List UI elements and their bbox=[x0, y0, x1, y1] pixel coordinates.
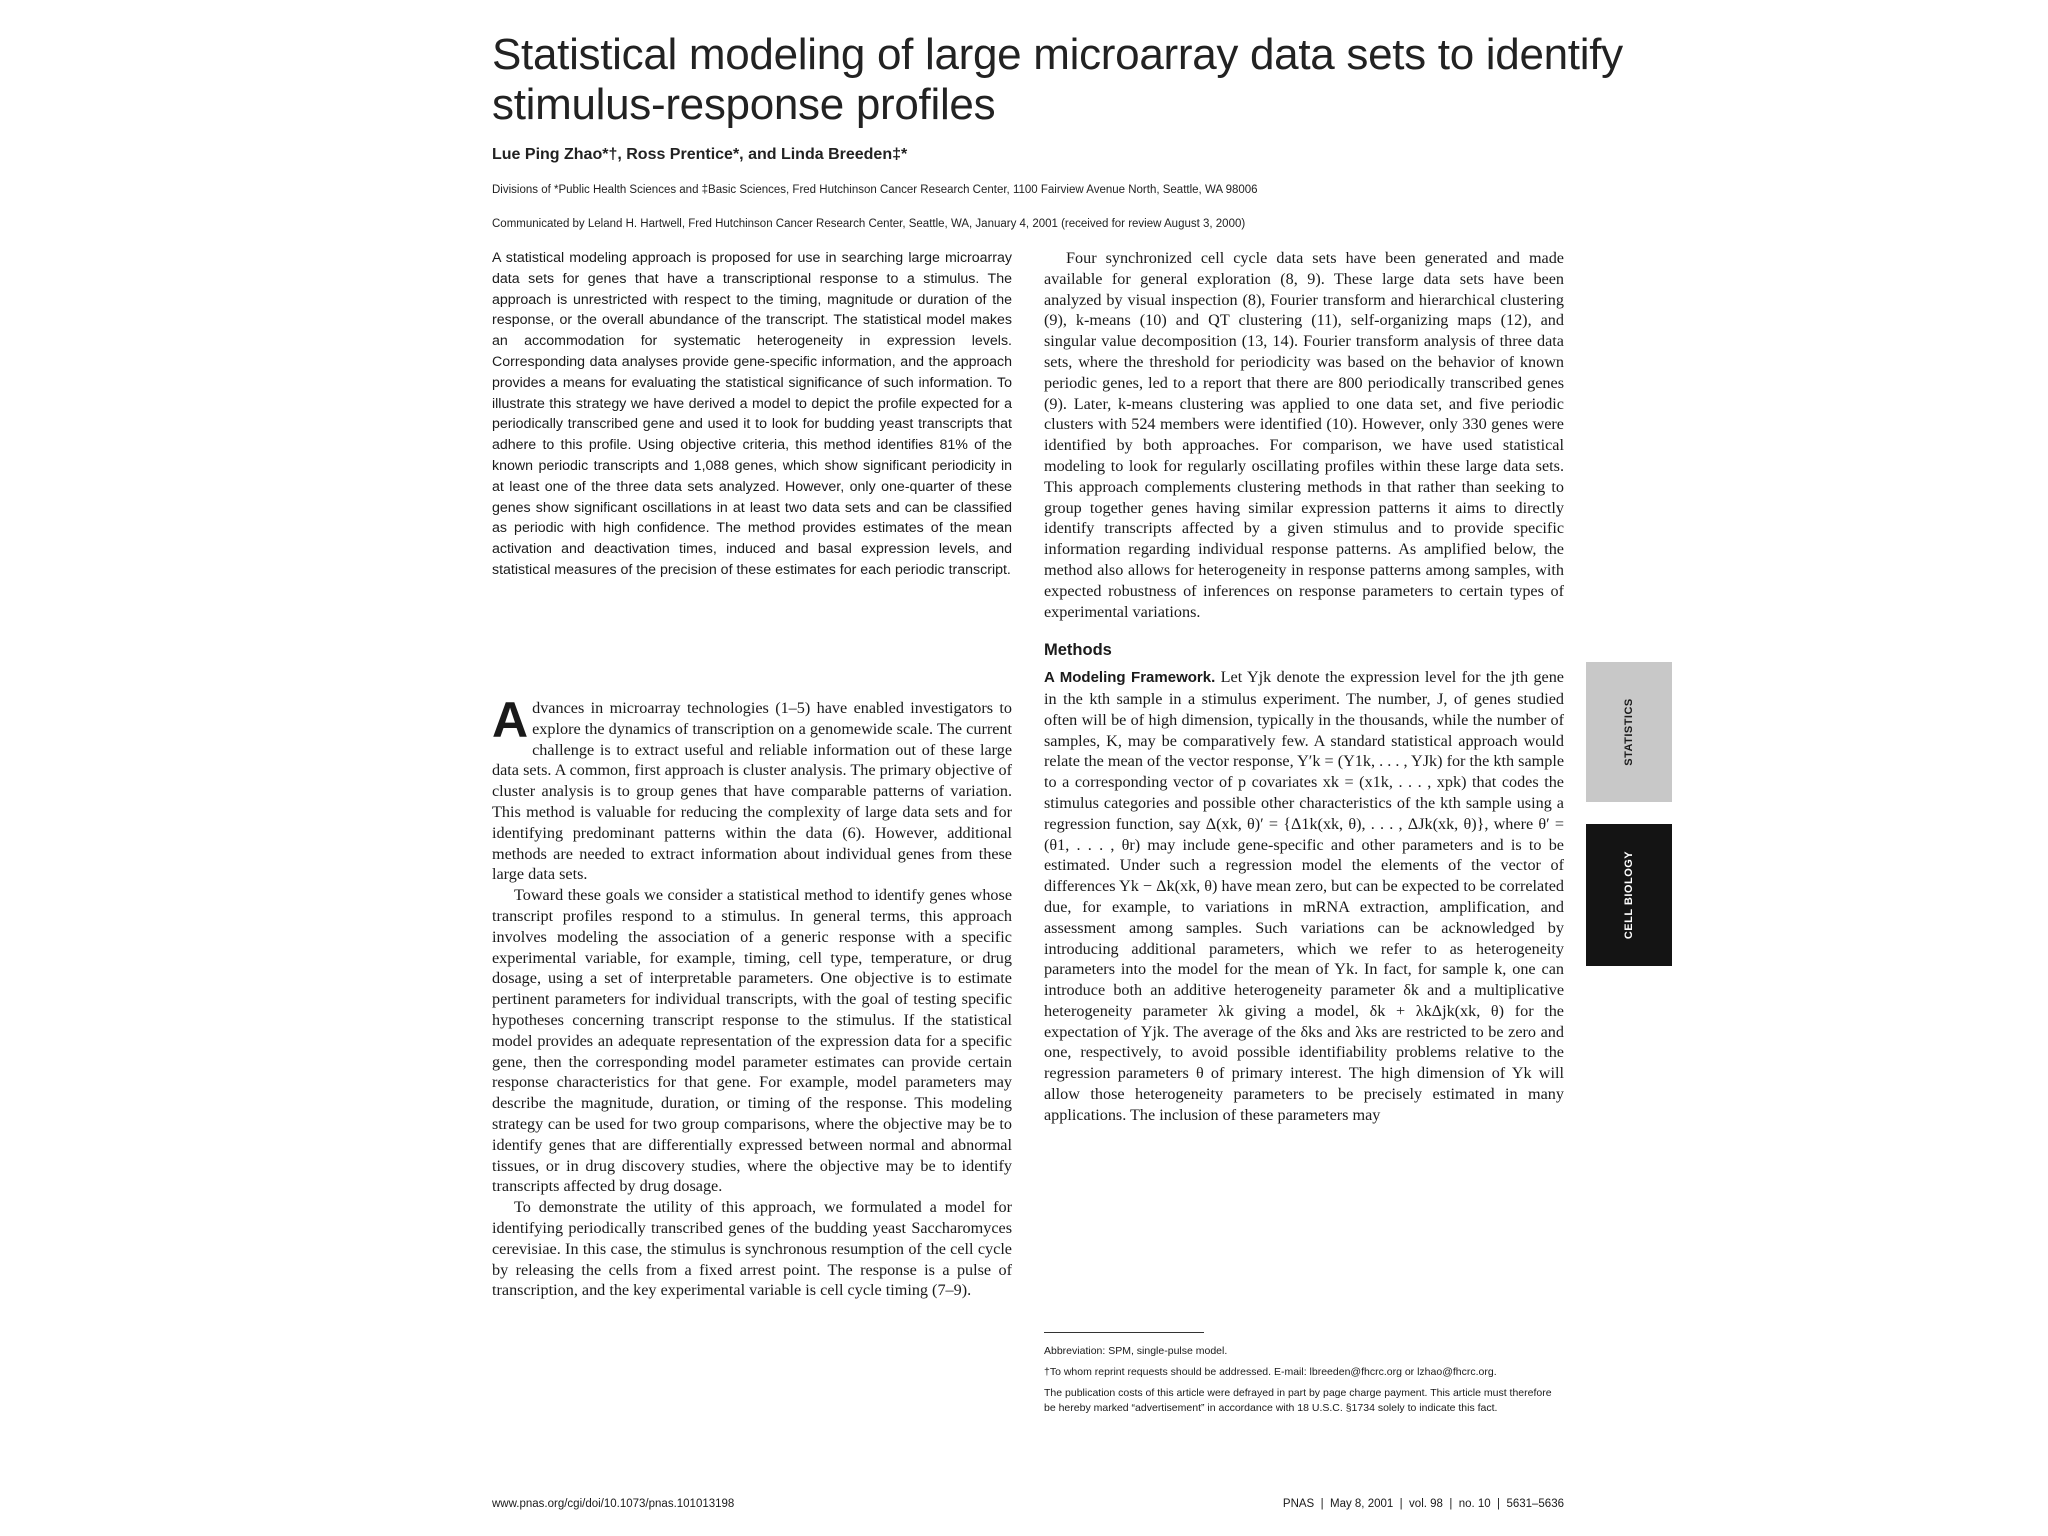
body-column-right bbox=[1044, 248, 1564, 1126]
body-column-left bbox=[492, 692, 1012, 1301]
drop-cap: A bbox=[492, 692, 529, 748]
intro-paragraph-4: Four synchronized cell cycle data sets have been generated and made available for general exploration (8, 9). These large data sets have been analyzed by visual inspection (8), Fourier transform and hierarchical clustering (9), k-means (10) and QT clustering (11), self-organizing maps (12), and singular value decomposition (13, 14). Fourier transform analysis of three data sets, where the threshold for periodicity was based on the behavior of known periodic genes, led to a report that there are 800 periodically transcribed genes (9). Later, k-means clustering was applied to one data set, and five periodic clusters with 524 members were identified (10). However, only 330 genes were identified by both approaches. For comparison, we have used statistical modeling to look for regularly oscillating profiles within these large data sets. This approach complements clustering methods in that rather than seeking to group together genes having similar expression patterns it aims to directly identify transcripts affected by a given stimulus and to provide specific information regarding individual response patterns. As amplified below, the method also allows for heterogeneity in response patterns among samples, with expected robustness of inferences on response parameters to certain types of experimental variations. bbox=[1044, 249, 1564, 621]
section-tab-statistics-label: STATISTICS bbox=[1623, 698, 1635, 766]
intro-paragraph-1-text: dvances in microarray technologies (1–5) have enabled investigators to explore the dynamics of transcription on a genomewide scale. The current challenge is to extract useful and reliable information out of these large data sets. A common, first approach is cluster analysis. The primary objective of cluster analysis is to group genes that have comparable patterns of variation. This method is valuable for reducing the complexity of large data sets and for identifying predominant patterns within the data (6). However, additional methods are needed to extract information about individual genes from these large data sets. bbox=[492, 699, 1012, 884]
section-tab-cell-biology-label: CELL BIOLOGY bbox=[1623, 850, 1635, 940]
methods-paragraph-1 bbox=[1044, 667, 1564, 1126]
section-heading-methods: Methods bbox=[1044, 641, 1112, 660]
communicated-by: Communicated by Leland H. Hartwell, Fred Hutchinson Cancer Research Center, Seattle, WA, January 4, 2001 (received for review August 3, 2000) bbox=[492, 218, 1246, 230]
footnotes bbox=[1044, 1344, 1564, 1422]
subsection-heading: A Modeling Framework. bbox=[1044, 669, 1216, 687]
author-list: Lue Ping Zhao*†, Ross Prentice*, and Linda Breeden‡* bbox=[492, 146, 908, 163]
footer-doi: www.pnas.org/cgi/doi/10.1073/pnas.101013198 bbox=[492, 1498, 735, 1510]
footnote-abbreviation: Abbreviation: SPM, single-pulse model. bbox=[1044, 1345, 1228, 1357]
methods-paragraph-1-text: Let Yjk denote the expression level for the jth gene in the kth sample in a stimulus experiment. The number, J, of genes studied often will be of high dimension, typically in the thousands, while the number of samples, K, may be comparatively few. A standard statistical approach would relate the mean of the vector response, Y′k = (Y1k, . . . , YJk) for the kth sample to a corresponding vector of p covariates xk = (x1k, . . . , xpk) that codes the stimulus categories and possible other characteristics of the kth sample using a regression function, say Δ(xk, θ)′ = {Δ1k(xk, θ), . . . , ΔJk(xk, θ)}, where θ′ = (θ1, . . . , θr) may include gene-specific and other parameters and is to be estimated. Under such a regression model the elements of the vector of differences Yk − Δk(xk, θ) have mean zero, but can be expected to be correlated due, for example, to variations in mRNA extraction, amplification, and assessment among samples. Such variations can be acknowledged by introducing additional parameters, which we refer to as heterogeneity parameters into the model for the mean of Yk. In fact, for sample k, one can introduce both an additive heterogeneity parameter δk and a multiplicative heterogeneity parameter λk giving a model, δk + λkΔjk(xk, θ) for the expectation of Yjk. The average of the δks and λks are restricted to be zero and one, respectively, to avoid possible identifiability problems relative to the regression parameters θ of primary interest. The high dimension of Yk will allow those heterogeneity parameters to be precisely estimated in many applications. The inclusion of these parameters may bbox=[1044, 668, 1564, 1124]
footnote-reprint: †To whom reprint requests should be addressed. E-mail: lbreeden@fhcrc.org or lzhao@fhcrc.org. bbox=[1044, 1366, 1497, 1378]
abstract: A statistical modeling approach is proposed for use in searching large microarray data sets for genes that have a transcriptional response to a stimulus. The approach is unrestricted with respect to the timing, magnitude or duration of the response, or the overall abundance of the transcript. The statistical model makes an accommodation for systematic heterogeneity in expression levels. Corresponding data analyses provide gene-specific information, and the approach provides a means for evaluating the statistical significance of such information. To illustrate this strategy we have derived a model to depict the profile expected for a periodically transcribed gene and used it to look for budding yeast transcripts that adhere to this profile. Using objective criteria, this method identifies 81% of the known periodic transcripts and 1,088 genes, which show significant periodicity in at least one of the three data sets analyzed. However, only one-quarter of these genes show significant oscillations in at least two data sets and can be classified as periodic with high confidence. The method provides estimates of the mean activation and deactivation times, induced and basal expression levels, and statistical measures of the precision of these estimates for each periodic transcript. bbox=[492, 250, 1012, 578]
affiliations: Divisions of *Public Health Sciences and ‡Basic Sciences, Fred Hutchinson Cancer Research Center, 1100 Fairview Avenue North, Seattle, WA 98006 bbox=[492, 184, 1258, 196]
footer-citation: PNAS | May 8, 2001 | vol. 98 | no. 10 | 5631–5636 bbox=[1282, 1498, 1564, 1510]
article-title: Statistical modeling of large microarray data sets to identify stimulus-response profiles bbox=[492, 30, 1623, 129]
section-tab-cell-biology bbox=[1586, 824, 1672, 966]
footnote-divider bbox=[1044, 1332, 1204, 1333]
intro-paragraph-2: Toward these goals we consider a statistical method to identify genes whose transcript profiles respond to a stimulus. In general terms, this approach involves modeling the association of a generic response with a specific experimental variable, for example, timing, cell type, temperature, or drug dosage, using a set of interpretable parameters. One objective is to estimate pertinent parameters for individual transcripts, with the goal of testing specific hypotheses concerning transcript response to the stimulus. If the statistical model provides an adequate representation of the expression data for a specific gene, then the corresponding model parameter estimates can provide certain response characteristics for that gene. For example, model parameters may describe the magnitude, duration, or timing of the response. This modeling strategy can be used for two group comparisons, where the objective may be to identify genes that are differentially expressed between normal and abnormal tissues, or in drug discovery studies, where the objective may be to identify transcripts affected by drug dosage. bbox=[492, 886, 1012, 1196]
section-tab-statistics bbox=[1586, 662, 1672, 802]
intro-paragraph-1 bbox=[492, 692, 1012, 885]
intro-paragraph-3: To demonstrate the utility of this approach, we formulated a model for identifying periodically transcribed genes of the budding yeast Saccharomyces cerevisiae. In this case, the stimulus is synchronous resumption of the cell cycle by releasing the cells from a fixed arrest point. The response is a pulse of transcription, and the key experimental variable is cell cycle timing (7–9). bbox=[492, 1198, 1012, 1300]
footnote-publication-costs: The publication costs of this article were defrayed in part by page charge payment. This article must therefore be hereby marked “advertisement” in accordance with 18 U.S.C. §1734 solely to indicate this fact. bbox=[1044, 1387, 1552, 1414]
